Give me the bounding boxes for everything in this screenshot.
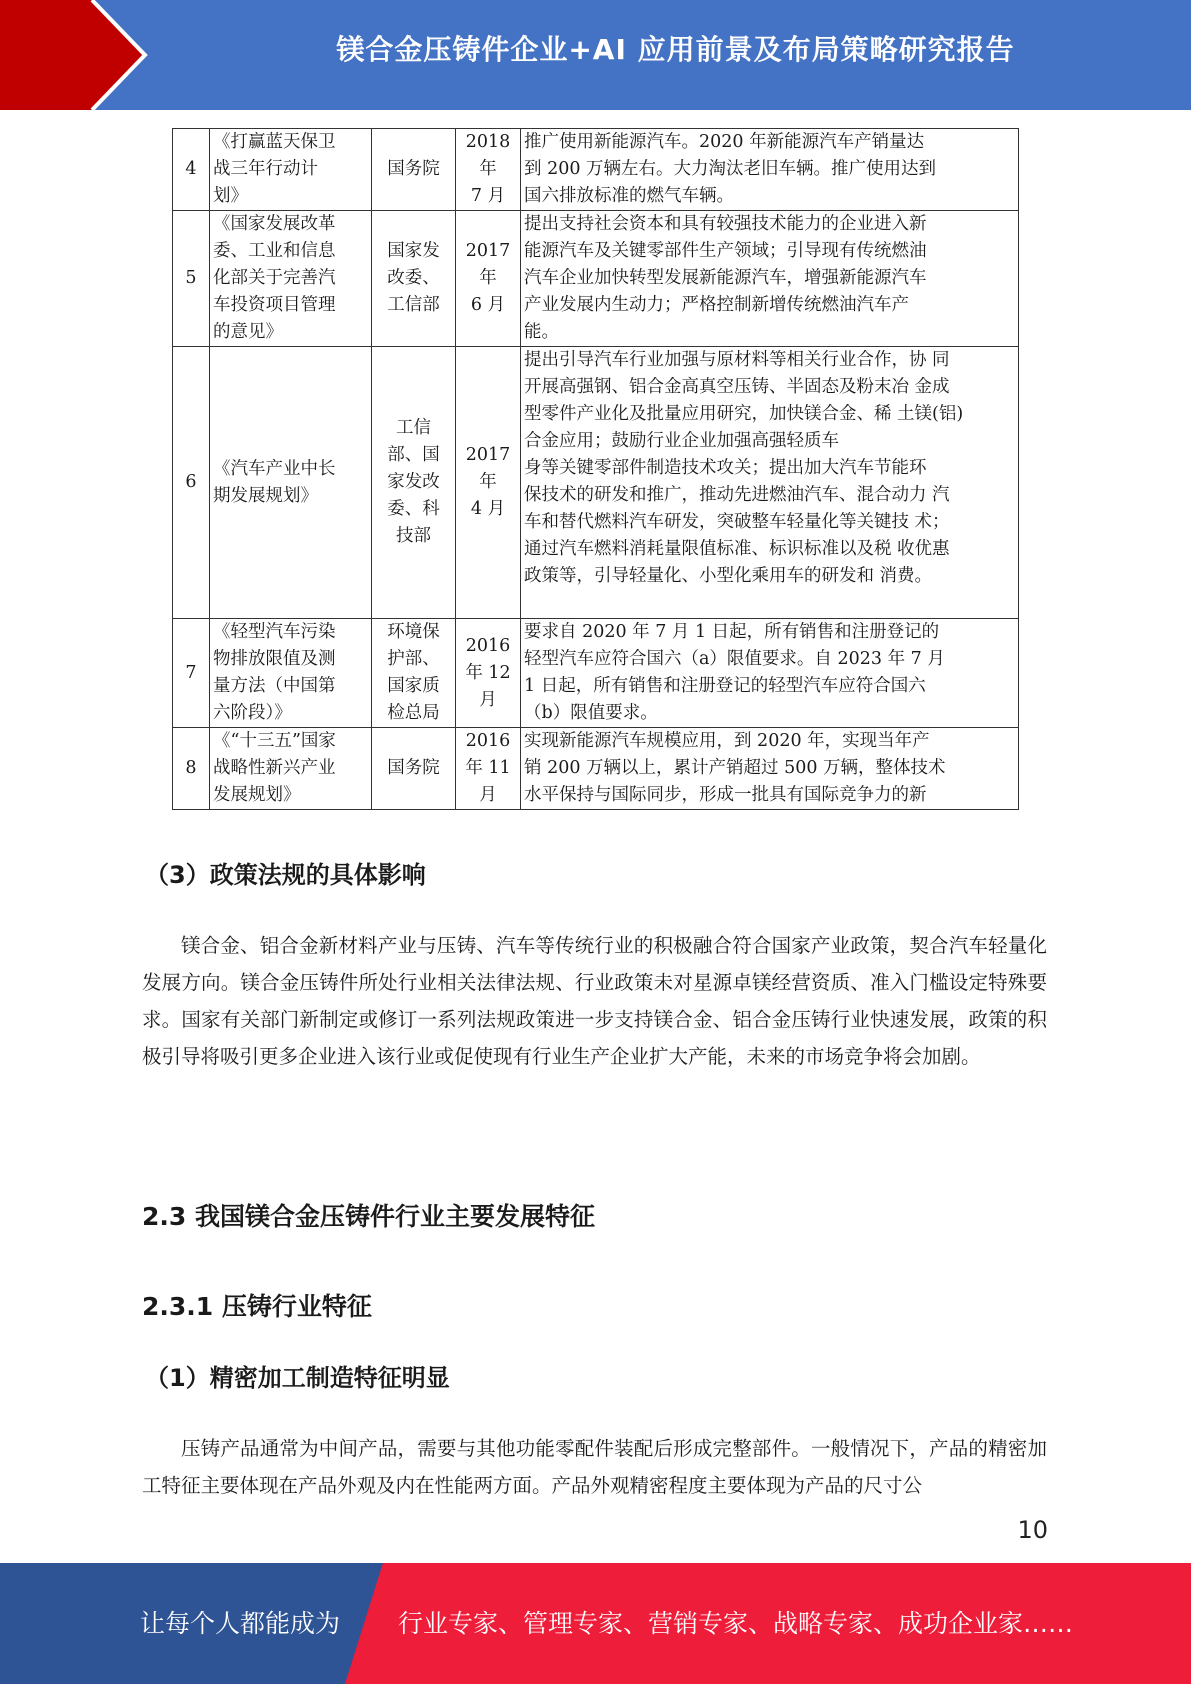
issue-date: 2016 年 11 月 bbox=[456, 728, 521, 810]
paragraph-policy-impact: 镁合金、铝合金新材料产业与压铸、汽车等传统行业的积极融合符合国家产业政策，契合汽车轻量化发展方向。镁合金压铸件所处行业相关法律法规、行业政策未对星源卓镁经营资质、准入门槛设定特殊要求。国家有关部门新制定或修订一系列法规政策进一步支持镁合金、铝合金压铸行业快速发展，政策的积极引导将吸引更多企业进入该行业或促使现有行业生产企业扩大产能，未来的市场竞争将会加剧。 bbox=[142, 934, 1047, 1068]
table-row bbox=[173, 211, 1019, 347]
issuing-authority: 工信 部、国 家发改 委、科 技部 bbox=[372, 347, 456, 619]
table-row bbox=[173, 129, 1019, 211]
policy-name: 《汽车产业中长 期发展规划》 bbox=[210, 347, 372, 619]
policy-name: 《轻型汽车污染 物排放限值及测 量方法（中国第 六阶段）》 bbox=[210, 619, 372, 728]
policy-description: 实现新能源汽车规模应用，到 2020 年，实现当年产 销 200 万辆以上，累计产销超过 500 万辆，整体技术 水平保持与国际同步，形成一批具有国际竞争力的新 bbox=[521, 728, 1019, 810]
policy-name: 《打赢蓝天保卫 战三年行动计 划》 bbox=[210, 129, 372, 211]
issue-date: 2016 年 12 月 bbox=[456, 619, 521, 728]
footer-slogan-right: 行业专家、管理专家、营销专家、战略专家、成功企业家…… bbox=[398, 1609, 1074, 1638]
table-row bbox=[173, 728, 1019, 810]
page-footer bbox=[0, 1563, 1191, 1684]
row-number: 6 bbox=[173, 347, 210, 619]
row-number: 4 bbox=[173, 129, 210, 211]
policy-description: 推广使用新能源汽车。2020 年新能源汽车产销量达 到 200 万辆左右。大力淘汰老旧车辆。推广使用达到 国六排放标准的燃气车辆。 bbox=[521, 129, 1019, 211]
row-number: 5 bbox=[173, 211, 210, 347]
issue-date: 2017 年 4 月 bbox=[456, 347, 521, 619]
header-title: 镁合金压铸件企业+AI 应用前景及布局策略研究报告 bbox=[336, 33, 1015, 66]
policy-name: 《国家发展改革 委、工业和信息 化部关于完善汽 车投资项目管理 的意见》 bbox=[210, 211, 372, 347]
section-heading-2-3: 2.3 我国镁合金压铸件行业主要发展特征 bbox=[142, 1202, 595, 1231]
section-heading-precision: （1）精密加工制造特征明显 bbox=[145, 1364, 450, 1392]
table-row bbox=[173, 347, 1019, 619]
policy-description: 提出引导汽车行业加强与原材料等相关行业合作，协 同 开展高强钢、铝合金高真空压铸、半固态及粉末冶 金成 型零件产业化及批量应用研究，加快镁合金、稀 土镁(铝) 合金应用；鼓励行业企业加强高强轻质车 身等关键零部件制造技术攻关；提出加大汽车节能环 保技术的研发和推广，推动先进燃油汽车、混合动力 汽 车和替代燃料汽车研发，突破整车轻量化等关键技 术； 通过汽车燃料消耗量限值标准、标识标准以及税 收优惠 政策等，引导轻量化、小型化乘用车的研发和 消费。 bbox=[521, 347, 1019, 619]
issue-date: 2017 年 6 月 bbox=[456, 211, 521, 347]
paragraph-precision: 压铸产品通常为中间产品，需要与其他功能零配件装配后形成完整部件。一般情况下，产品的精密加工特征主要体现在产品外观及内在性能两方面。产品外观精密程度主要体现为产品的尺寸公 bbox=[142, 1437, 1047, 1497]
policy-description: 提出支持社会资本和具有较强技术能力的企业进入新 能源汽车及关键零部件生产领域；引导现有传统燃油 汽车企业加快转型发展新能源汽车，增强新能源汽车 产业发展内生动力；严格控制新增传统燃油汽车产 能。 bbox=[521, 211, 1019, 347]
page-number: 10 bbox=[1017, 1516, 1048, 1544]
row-number: 8 bbox=[173, 728, 210, 810]
row-number: 7 bbox=[173, 619, 210, 728]
issuing-authority: 国务院 bbox=[372, 129, 456, 211]
section-heading-policy-impact: （3）政策法规的具体影响 bbox=[145, 861, 426, 889]
table-row bbox=[173, 619, 1019, 728]
issuing-authority: 环境保 护部、 国家质 检总局 bbox=[372, 619, 456, 728]
issuing-authority: 国务院 bbox=[372, 728, 456, 810]
policy-table bbox=[172, 128, 1019, 810]
policy-name: 《“十三五”国家 战略性新兴产业 发展规划》 bbox=[210, 728, 372, 810]
footer-slogan-left: 让每个人都能成为 bbox=[140, 1609, 341, 1638]
issue-date: 2018 年 7 月 bbox=[456, 129, 521, 211]
policy-description: 要求自 2020 年 7 月 1 日起，所有销售和注册登记的 轻型汽车应符合国六（a）限值要求。自 2023 年 7 月 1 日起，所有销售和注册登记的轻型汽车应符合国六 （b）限值要求。 bbox=[521, 619, 1019, 728]
section-heading-2-3-1: 2.3.1 压铸行业特征 bbox=[142, 1292, 372, 1321]
issuing-authority: 国家发 改委、 工信部 bbox=[372, 211, 456, 347]
page-header bbox=[0, 0, 1191, 110]
